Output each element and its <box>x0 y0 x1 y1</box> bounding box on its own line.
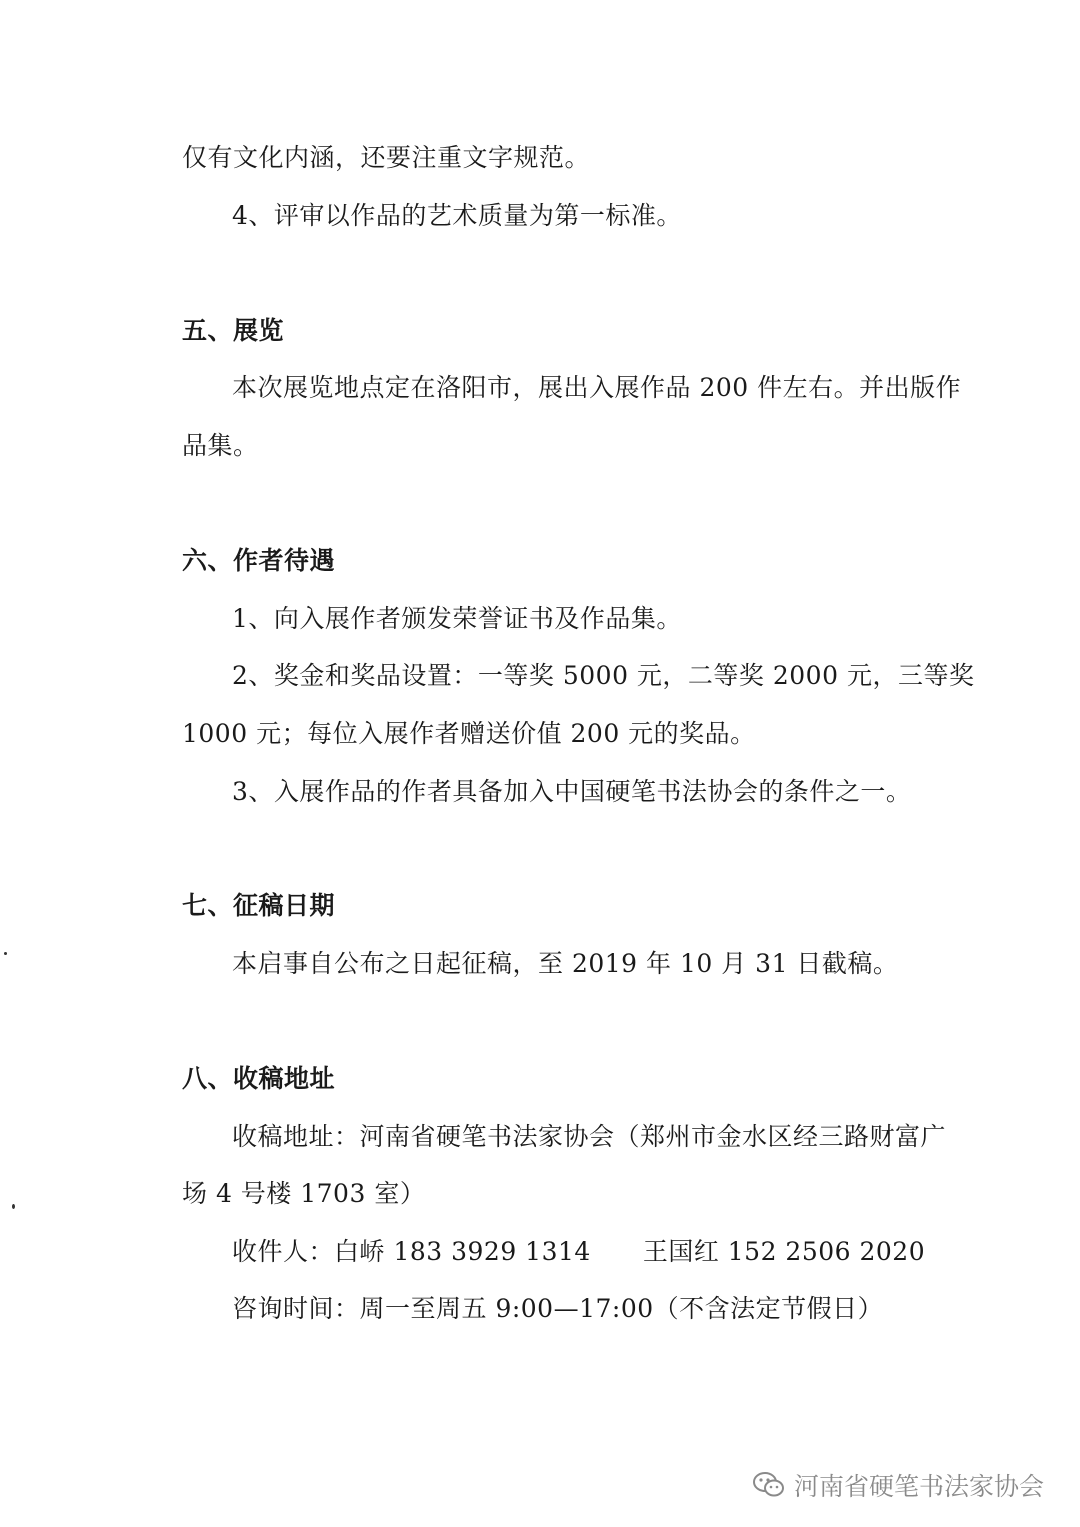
paragraph-line: 仅有文化内涵，还要注重文字规范。 <box>182 143 591 172</box>
recipient-line <box>232 1237 925 1267</box>
watermark <box>752 1465 1044 1505</box>
address-line: 场 4 号楼 1703 室） <box>182 1179 426 1208</box>
recipient-2: 王国红 152 2506 2020 <box>642 1237 926 1266</box>
address-line: 收稿地址：河南省硬笔书法家协会（郑州市金水区经三路财富广 <box>232 1122 947 1151</box>
scan-speck <box>4 952 7 955</box>
paragraph-line: 本启事自公布之日起征稿，至 2019 年 10 月 31 日截稿。 <box>232 949 899 978</box>
paragraph-line: 本次展览地点定在洛阳市，展出入展作品 200 件左右。并出版作 <box>232 373 962 402</box>
section-heading-address: 八、收稿地址 <box>182 1064 336 1093</box>
watermark-text: 河南省硬笔书法家协会 <box>793 1472 1044 1501</box>
section-heading-exhibition: 五、展览 <box>182 316 285 345</box>
recipient-1: 收件人：白峤 183 3929 1314 <box>232 1237 591 1266</box>
benefit-item-1: 1、向入展作者颁发荣誉证书及作品集。 <box>232 604 682 633</box>
benefit-item-3: 3、入展作品的作者具备加入中国硬笔书法协会的条件之一。 <box>232 777 912 806</box>
criteria-item-4: 4、评审以作品的艺术质量为第一标准。 <box>232 201 682 230</box>
wechat-icon <box>752 1470 786 1500</box>
inquiry-time: 咨询时间：周一至周五 9:00—17:00（不含法定节假日） <box>232 1294 884 1323</box>
section-heading-submission-date: 七、征稿日期 <box>182 891 336 920</box>
benefit-item-2: 2、奖金和奖品设置：一等奖 5000 元，二等奖 2000 元，三等奖 <box>232 661 975 690</box>
paragraph-line: 1000 元；每位入展作者赠送价值 200 元的奖品。 <box>182 719 756 748</box>
scan-speck <box>12 1204 15 1209</box>
paragraph-line: 品集。 <box>182 431 259 460</box>
section-heading-author-benefits: 六、作者待遇 <box>182 546 336 575</box>
